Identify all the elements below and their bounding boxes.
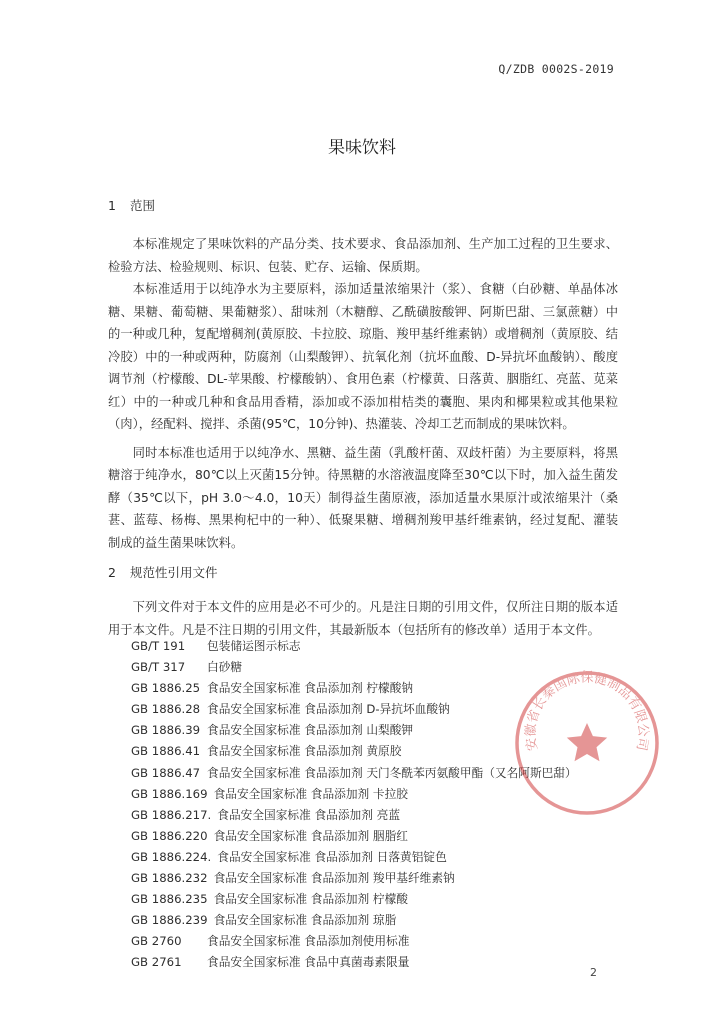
- reference-item: [131, 868, 611, 889]
- reference-title: 食品安全国家标准 食品添加剂 柠檬酸钠: [207, 681, 414, 696]
- reference-code: GB 1886.41: [131, 744, 201, 759]
- standard-code: Q/ZDB 0002S-2019: [498, 62, 614, 76]
- section-1-body: [108, 233, 618, 554]
- reference-item: [131, 763, 611, 784]
- seal-text-path: 安徽省长秦国际保健制品有限公司: [523, 670, 651, 752]
- reference-code: GB 1886.47: [131, 765, 201, 780]
- reference-code: GB/T 191: [131, 639, 186, 653]
- reference-title: 食品安全国家标准 食品添加剂 柠檬酸: [213, 892, 408, 907]
- reference-item: [131, 699, 611, 720]
- section-1-title: 范围: [130, 198, 156, 213]
- paragraph: 本标准规定了果味饮料的产品分类、技术要求、食品添加剂、生产加工过程的卫生要求、检验方法、检验规则、标识、包装、贮存、运输、保质期。: [108, 237, 618, 274]
- section-1-number: 1: [108, 198, 116, 213]
- section-1-heading: [108, 196, 155, 214]
- reference-title: 食品安全国家标准 食品添加剂使用标准: [207, 934, 410, 949]
- reference-title: 食品安全国家标准 食品中真菌毒素限量: [207, 955, 410, 970]
- reference-item: [131, 847, 611, 868]
- reference-code: GB 1886.39: [131, 723, 201, 738]
- reference-title: 包装储运图示标志: [207, 639, 301, 653]
- reference-item: [131, 826, 611, 847]
- reference-code: GB 2761: [131, 955, 182, 970]
- reference-title: 白砂糖: [207, 660, 243, 675]
- reference-title: 食品安全国家标准 食品添加剂 卡拉胶: [213, 786, 408, 801]
- reference-item: [131, 952, 611, 973]
- reference-title: 食品安全国家标准 食品添加剂 D-异抗坏血酸钠: [207, 702, 450, 717]
- reference-item: [131, 889, 611, 910]
- section-2-title: 规范性引用文件: [130, 565, 218, 580]
- reference-code: GB 1886.217.: [131, 807, 212, 822]
- reference-code: GB 1886.220: [131, 828, 208, 843]
- reference-code: GB 1886.232: [131, 871, 208, 886]
- reference-list: [131, 636, 611, 974]
- paragraph: 本标准适用于以纯净水为主要原料，添加适量浓缩果汁（浆）、食糖（白砂糖、单晶体冰糖、果糖、葡萄糖、果葡糖浆）、甜味剂（木糖醇、乙酰磺胺酸钾、阿斯巴甜、三氯蔗糖）中的一种或几种，复配增稠剂(黄原胶、卡拉胶、琼脂、羧甲基纤维素钠）或增稠剂（黄原胶、结冷胶）中的一种或两种，防腐剂（山梨酸钾）、抗氧化剂（抗坏血酸、D-异抗坏血酸钠）、酸度调节剂（柠檬酸、DL-苹果酸、柠檬酸钠）、食用色素（柠檬黄、日落黄、胭脂红、亮蓝、苋菜红）中的一种或几种和食品用香精，添加或不添加柑桔类的囊胞、果肉和椰果粒或其他果粒（肉），经配料、搅拌、杀菌(95℃，10分钟)、热灌装、冷却工艺而制成的果味饮料。: [108, 282, 618, 431]
- reference-code: GB 1886.239: [131, 913, 208, 928]
- reference-item: [131, 741, 611, 762]
- section-2-number: 2: [108, 565, 116, 580]
- reference-code: GB/T 317: [131, 660, 186, 675]
- reference-code: GB 1886.235: [131, 892, 208, 907]
- reference-title: 食品安全国家标准 食品添加剂 亮蓝: [217, 807, 401, 822]
- reference-item: [131, 910, 611, 931]
- reference-item: [131, 931, 611, 952]
- reference-code: GB 1886.28: [131, 702, 201, 717]
- reference-title: 食品安全国家标准 食品添加剂 琼脂: [213, 913, 397, 928]
- reference-title: 食品安全国家标准 食品添加剂 天门冬酰苯丙氨酸甲酯（又名阿斯巴甜）: [207, 765, 577, 780]
- reference-code: GB 1886.25: [131, 681, 201, 696]
- reference-code: GB 2760: [131, 934, 182, 949]
- document-title: 果味饮料: [328, 138, 396, 158]
- reference-item: [131, 720, 611, 741]
- paragraph: 同时本标准也适用于以纯净水、黑糖、益生菌（乳酸杆菌、双歧杆菌）为主要原料，将黑糖溶于纯净水，80℃以上灭菌15分钟。待黑糖的水溶液温度降至30℃以下时，加入益生菌发酵（35℃以下，pH 3.0～4.0，10天）制得益生菌原液，添加适量水果原汁或浓缩果汁（桑葚、蓝莓、杨梅、黑果枸杞中的一种）、低聚果糖、增稠剂羧甲基纤维素钠，经过复配、灌装制成的益生菌果味饮料。: [108, 445, 618, 550]
- reference-item: [131, 784, 611, 805]
- reference-title: 食品安全国家标准 食品添加剂 胭脂红: [213, 828, 408, 843]
- reference-code: GB 1886.169: [131, 786, 208, 801]
- paragraph: 下列文件对于本文件的应用是必不可少的。凡是注日期的引用文件，仅所注日期的版本适用于本文件。凡是不注日期的引用文件，其最新版本（包括所有的修改单）适用于本文件。: [108, 600, 618, 637]
- reference-item: [131, 657, 611, 678]
- reference-item: [131, 805, 611, 826]
- reference-title: 食品安全国家标准 食品添加剂 羧甲基纤维素钠: [213, 871, 455, 886]
- page-number: 2: [590, 966, 597, 979]
- reference-title: 食品安全国家标准 食品添加剂 日落黄铝锭色: [217, 849, 447, 864]
- reference-code: GB 1886.224.: [131, 849, 212, 864]
- reference-item: [131, 678, 611, 699]
- reference-item: [131, 636, 611, 657]
- reference-title: 食品安全国家标准 食品添加剂 黄原胶: [207, 744, 402, 759]
- section-2-intro: [108, 596, 618, 641]
- section-2-heading: [108, 563, 218, 581]
- reference-title: 食品安全国家标准 食品添加剂 山梨酸钾: [207, 723, 414, 738]
